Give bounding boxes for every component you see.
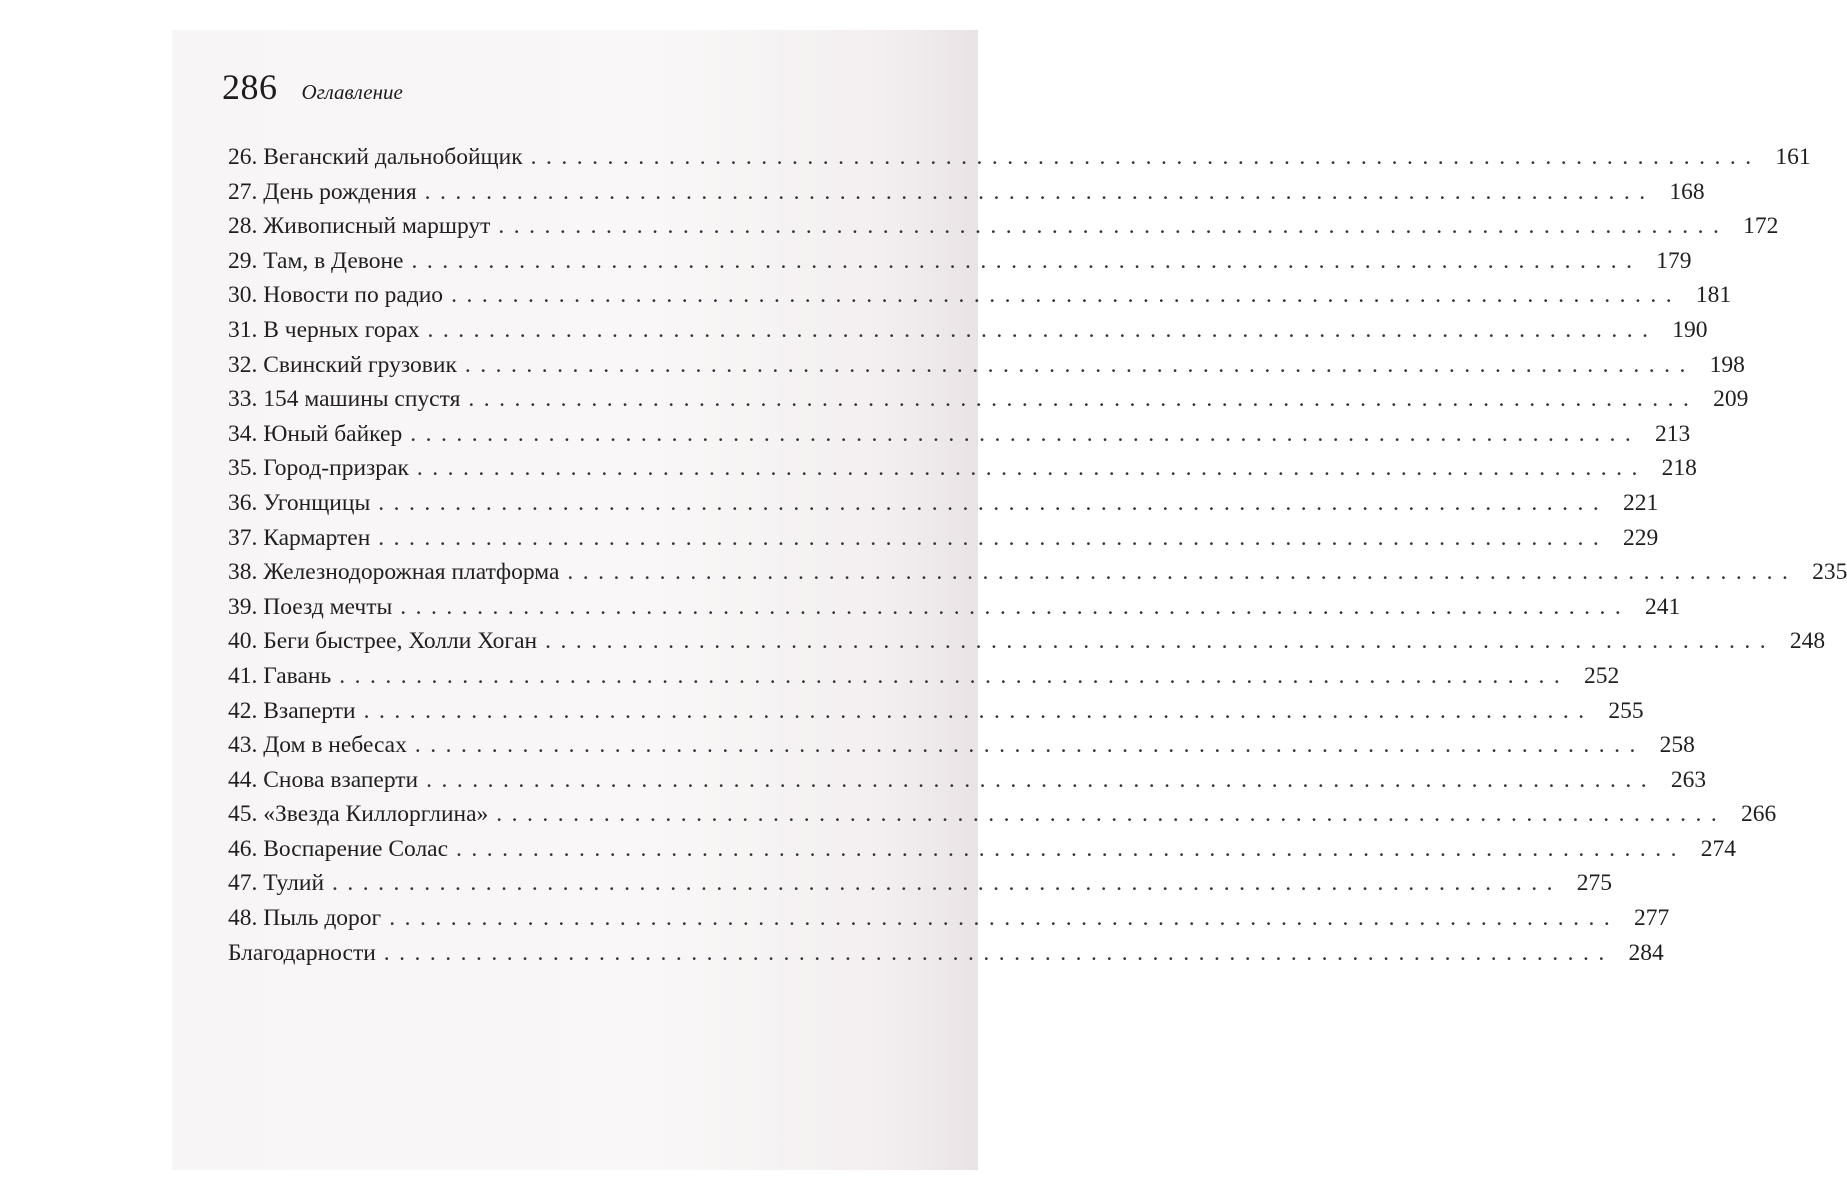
toc-entry-title: 39. Поезд мечты (228, 593, 393, 620)
toc-entry-title: 34. Юный байкер (228, 420, 403, 447)
toc-entry-page: 258 (1659, 732, 1695, 759)
toc-entry-title: 46. Воспарение Солас (228, 835, 449, 862)
toc-entry-title: 37. Кармартен (228, 524, 371, 551)
page-number: 286 (222, 67, 278, 107)
toc-entry-page: 168 (1669, 178, 1705, 205)
toc-entry (228, 244, 1692, 279)
toc-entry-page: 179 (1656, 247, 1692, 274)
toc-entry (228, 901, 1670, 936)
dot-leader: ................................................................................ (468, 386, 1699, 413)
toc-entry (228, 521, 1659, 556)
toc-entry (228, 382, 1749, 417)
toc-entry-page: 198 (1709, 351, 1745, 378)
toc-entry-title: 31. В черных горах (228, 316, 420, 343)
dot-leader: ................................................................................ (545, 628, 1776, 655)
toc-entry-page: 248 (1789, 628, 1826, 655)
toc-entry-title: 44. Снова взаперти (228, 766, 419, 793)
toc-entry-page: 277 (1633, 905, 1670, 932)
toc-entry-page: 263 (1670, 766, 1707, 793)
toc-entry-page: 213 (1654, 420, 1691, 447)
dot-leader: ................................................................................ (426, 766, 1657, 793)
toc-entry-page: 274 (1700, 835, 1737, 862)
dot-leader: ................................................................................ (498, 213, 1729, 240)
dot-leader: ................................................................................ (567, 559, 1798, 586)
toc-entry-title: 38. Железнодорожная платформа (228, 559, 560, 586)
toc-entry-title: 26. Веганский дальнобойщик (228, 144, 523, 170)
toc-entry-title: 36. Угонщицы (228, 489, 371, 516)
dot-leader: ................................................................................ (416, 455, 1647, 482)
toc-entry-title: 42. Взаперти (228, 697, 356, 724)
toc-entry-page: 252 (1583, 662, 1620, 689)
toc-entry-page: 284 (1628, 939, 1664, 966)
toc-entry (228, 763, 1707, 798)
toc-entry-title: 28. Живописный маршрут (228, 213, 491, 240)
toc-entry-title: 33. 154 машины спустя (228, 386, 461, 413)
dot-leader: ................................................................................ (400, 593, 1631, 620)
toc-entry-title: 32. Свинский грузовик (228, 351, 457, 378)
running-title: Оглавление (301, 80, 403, 104)
toc-entry-page: 221 (1623, 489, 1659, 516)
toc-entry-page: 275 (1576, 870, 1613, 897)
dot-leader: ................................................................................ (411, 247, 1642, 274)
toc-entry (228, 694, 1644, 729)
dot-leader: ................................................................................ (464, 351, 1695, 378)
dot-leader: ................................................................................ (383, 939, 1614, 966)
dot-leader: ................................................................................ (414, 732, 1645, 759)
dot-leader: ................................................................................ (378, 489, 1609, 516)
toc-entry (228, 659, 1620, 694)
toc-entry (228, 555, 1847, 590)
dot-leader: ................................................................................ (339, 662, 1570, 689)
toc-entry-page: 172 (1743, 213, 1779, 240)
dot-leader: ................................................................................ (451, 282, 1682, 309)
toc-entry-title: 45. «Звезда Киллорглина» (228, 801, 489, 828)
toc-entry (228, 313, 1708, 348)
toc-entry (228, 348, 1745, 383)
toc-entry (228, 624, 1826, 659)
dot-leader: ................................................................................ (424, 178, 1655, 205)
toc-entry-page: 255 (1608, 697, 1644, 724)
toc-entry-title: 29. Там, в Девоне (228, 247, 404, 274)
toc-entry-page: 190 (1672, 316, 1708, 343)
dot-leader: ................................................................................ (496, 801, 1727, 828)
toc-entry-title: 27. День рождения (228, 178, 417, 205)
toc-entry-title: 40. Беги быстрее, Холли Хоган (228, 628, 538, 655)
toc-entry-page: 266 (1741, 801, 1777, 828)
toc-entry (228, 209, 1779, 244)
toc-entry (228, 451, 1697, 486)
toc-entry-title: 43. Дом в небесах (228, 732, 407, 759)
toc-entry (228, 728, 1695, 763)
dot-leader: ................................................................................ (530, 144, 1761, 170)
toc-entry (228, 866, 1613, 901)
toc-entry-title: 48. Пыль дорог (228, 905, 382, 932)
toc-entry (228, 278, 1732, 313)
toc-entry-page: 209 (1713, 386, 1749, 413)
toc-entry (228, 797, 1777, 832)
dot-leader: ................................................................................ (389, 905, 1620, 932)
toc-entry (228, 486, 1659, 521)
dot-leader: ................................................................................ (378, 524, 1609, 551)
toc-entry (228, 936, 1664, 971)
page-header (222, 66, 403, 116)
dot-leader: ................................................................................ (427, 316, 1658, 343)
toc-entry-title: 47. Тулий (228, 870, 325, 897)
toc-entry-title: 30. Новости по радио (228, 282, 444, 309)
toc-entry-title: 35. Город-призрак (228, 455, 409, 482)
toc-entry (228, 140, 1811, 175)
toc-entry-page: 161 (1775, 144, 1811, 170)
toc-entry-page: 218 (1661, 455, 1697, 482)
toc-entry-title: Благодарности (228, 939, 376, 966)
toc-entry-page: 229 (1623, 524, 1659, 551)
table-of-contents (228, 140, 1847, 970)
toc-entry-title: 41. Гавань (228, 662, 332, 689)
dot-leader: ................................................................................ (410, 420, 1641, 447)
toc-entry (228, 175, 1705, 210)
toc-entry (228, 417, 1691, 452)
toc-entry (228, 832, 1737, 867)
dot-leader: ................................................................................ (363, 697, 1594, 724)
dot-leader: ................................................................................ (456, 835, 1687, 862)
toc-entry-page: 235 (1812, 559, 1847, 586)
toc-entry (228, 590, 1681, 625)
toc-entry-page: 181 (1695, 282, 1732, 309)
dot-leader: ................................................................................ (332, 870, 1563, 897)
toc-entry-page: 241 (1645, 593, 1681, 620)
